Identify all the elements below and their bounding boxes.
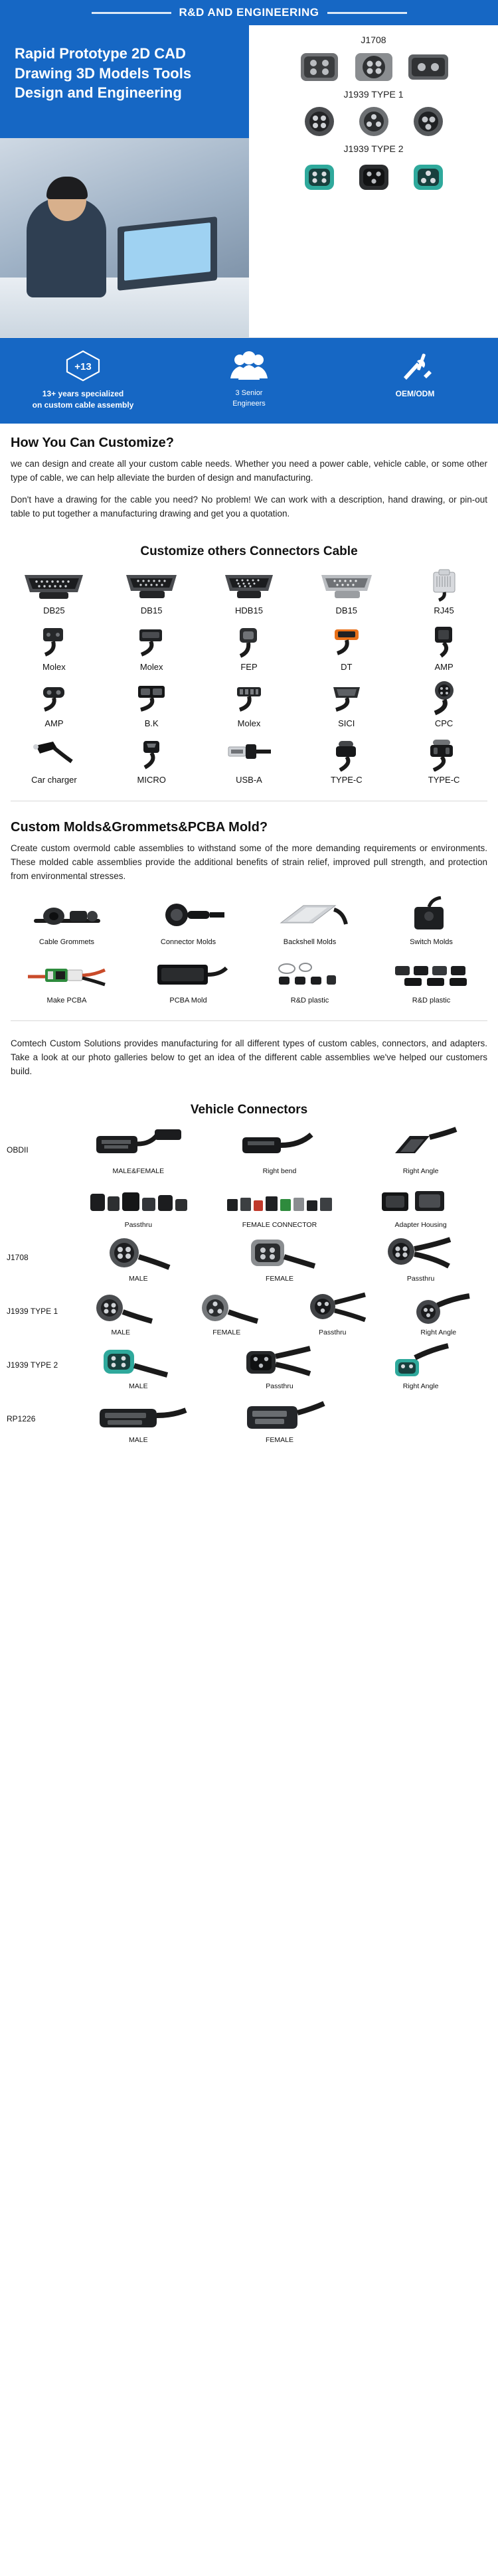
mold-caption: Connector Molds bbox=[160, 938, 216, 947]
j1939-type1-female-icon bbox=[174, 1285, 280, 1327]
molds-paragraph: Create custom overmold cable assemblies to withstand some of the more demanding requirements or environments. These molded cable assemblies provide the additional benefits of strain relief, improved pull strength, and protection from environmental stresses. bbox=[11, 843, 487, 882]
connector-caption: DB25 bbox=[43, 605, 65, 616]
customize-heading: How You Can Customize? bbox=[11, 435, 174, 450]
banner-title: R&D AND ENGINEERING bbox=[179, 6, 319, 19]
j1939-type2-connector-icon bbox=[295, 158, 343, 195]
vehicle-item-caption: FEMALE bbox=[212, 1328, 241, 1336]
connector-caption: USB-A bbox=[236, 775, 262, 785]
feature-years bbox=[0, 349, 166, 412]
hero-photo-person-hair bbox=[46, 177, 88, 199]
vehicle-row-items bbox=[68, 1178, 491, 1229]
connector-item[interactable] bbox=[7, 566, 102, 621]
vehicle-row-j1708 bbox=[7, 1232, 491, 1283]
vehicle-item[interactable] bbox=[209, 1393, 351, 1444]
j1939-type2-right-angle-icon bbox=[350, 1339, 491, 1380]
vehicle-item[interactable] bbox=[209, 1232, 351, 1283]
j1939-type1-connector-icon bbox=[404, 104, 452, 139]
connector-caption: MICRO bbox=[137, 775, 166, 785]
j1939-type2-male-icon bbox=[68, 1339, 209, 1380]
vehicle-item-caption: FEMALE bbox=[265, 1275, 293, 1283]
features-strip bbox=[0, 338, 498, 424]
grommet-icon bbox=[8, 894, 125, 937]
connector-caption: SICI bbox=[338, 718, 355, 729]
hero-connector-group-j1939-1 bbox=[256, 89, 491, 139]
vehicle-heading: Vehicle Connectors bbox=[190, 1103, 308, 1117]
hero-headline: Rapid Prototype 2D CAD Drawing 3D Models Tools Design and Engineering bbox=[15, 45, 192, 102]
customize-section bbox=[0, 424, 498, 533]
solutions-section bbox=[0, 1028, 498, 1091]
connector-item[interactable] bbox=[396, 566, 491, 621]
tools-icon bbox=[337, 349, 493, 383]
mold-caption: Make PCBA bbox=[46, 997, 87, 1005]
type-c-2-icon bbox=[396, 735, 491, 773]
connector-caption: FEP bbox=[240, 662, 258, 673]
mold-item[interactable] bbox=[251, 894, 369, 951]
hero-section bbox=[0, 25, 498, 338]
obd-male-female-icon bbox=[68, 1124, 209, 1165]
mold-item[interactable] bbox=[373, 953, 490, 1010]
vehicle-item[interactable] bbox=[350, 1178, 491, 1229]
feature-engineers-line1: 3 Senior bbox=[235, 389, 263, 397]
j1939-type2-connector-icon bbox=[350, 158, 398, 195]
vehicle-item-caption: MALE&FEMALE bbox=[112, 1167, 165, 1175]
vehicle-row-label: J1939 TYPE 1 bbox=[7, 1306, 58, 1316]
vehicle-row-items bbox=[68, 1232, 491, 1283]
j1939-type1-connector-icon bbox=[350, 104, 398, 139]
vehicle-item-caption: Right Angle bbox=[402, 1167, 439, 1175]
connector-item[interactable] bbox=[396, 735, 491, 790]
hero-right-panel bbox=[249, 25, 498, 337]
vehicle-item[interactable] bbox=[209, 1178, 351, 1229]
connector-item[interactable] bbox=[202, 566, 297, 621]
rd-plastic-icon bbox=[251, 953, 369, 995]
connector-item[interactable] bbox=[299, 679, 394, 734]
vehicle-item-caption: FEMALE CONNECTOR bbox=[242, 1221, 317, 1229]
connector-item[interactable] bbox=[299, 622, 394, 677]
db25-icon bbox=[7, 566, 102, 604]
vehicle-item[interactable] bbox=[68, 1232, 209, 1283]
others-connectors-grid bbox=[0, 566, 498, 794]
molds-heading: Custom Molds&Grommets&PCBA Mold? bbox=[11, 820, 268, 835]
vehicle-item[interactable] bbox=[68, 1393, 209, 1444]
fep-icon bbox=[202, 622, 297, 661]
banner-rule-left bbox=[92, 12, 171, 14]
vehicle-item-caption: MALE bbox=[129, 1275, 148, 1283]
vehicle-item-caption: Right Angle bbox=[420, 1328, 457, 1336]
connector-caption: Molex bbox=[139, 662, 163, 673]
molex-2-icon bbox=[104, 622, 199, 661]
hdb15-icon bbox=[202, 566, 297, 604]
obd-right-angle-icon bbox=[350, 1124, 491, 1165]
mold-caption: Switch Molds bbox=[410, 938, 453, 947]
db15-icon bbox=[104, 566, 199, 604]
connector-item[interactable] bbox=[104, 735, 199, 790]
vehicle-item-caption: MALE bbox=[129, 1436, 148, 1444]
vehicle-item[interactable] bbox=[209, 1124, 351, 1175]
connector-item[interactable] bbox=[7, 735, 102, 790]
mold-caption: Cable Grommets bbox=[39, 938, 95, 947]
molex-icon bbox=[7, 622, 102, 661]
connector-item[interactable] bbox=[396, 679, 491, 734]
others-connectors-section bbox=[0, 532, 498, 559]
mold-caption: Backshell Molds bbox=[283, 938, 337, 947]
feature-oem bbox=[332, 349, 498, 412]
adapter-housing-icon bbox=[350, 1178, 491, 1219]
hero-group-row bbox=[256, 49, 491, 85]
j1708-connector-icon bbox=[295, 49, 343, 85]
connector-mold-icon bbox=[129, 894, 247, 937]
vehicle-item[interactable] bbox=[350, 1232, 491, 1283]
connector-caption: Car charger bbox=[31, 775, 77, 785]
connector-item[interactable] bbox=[396, 622, 491, 677]
backshell-mold-icon bbox=[251, 894, 369, 937]
connector-caption: B.K bbox=[144, 718, 159, 729]
vehicle-row-items bbox=[68, 1339, 491, 1390]
engineers-icon bbox=[171, 349, 327, 383]
vehicle-item-caption: Adapter Housing bbox=[394, 1221, 447, 1229]
others-connectors-heading: Customize others Connectors Cable bbox=[140, 544, 358, 559]
hero-connector-group-j1708 bbox=[256, 35, 491, 85]
connector-caption: AMP bbox=[44, 718, 64, 729]
vehicle-item-caption: FEMALE bbox=[265, 1436, 293, 1444]
hero-connector-group-j1939-2 bbox=[256, 143, 491, 195]
connector-item[interactable] bbox=[7, 679, 102, 734]
amp-2-icon bbox=[7, 679, 102, 717]
j1939-type1-right-angle-icon bbox=[386, 1285, 492, 1327]
vehicle-row-label: OBDII bbox=[7, 1145, 29, 1155]
feature-years-line1: 13+ years specialized bbox=[42, 389, 124, 398]
j1939-type2-passthru-icon bbox=[209, 1339, 351, 1380]
connector-item[interactable] bbox=[104, 679, 199, 734]
vehicle-item-caption: Right Angle bbox=[402, 1382, 439, 1390]
customize-paragraph-1: we can design and create all your custom cable needs. Whether you need a power cable, vehicle cable, or some other type of cable, we can help alleviate the burden of design and manufacturing. bbox=[11, 458, 487, 483]
molds-section bbox=[0, 808, 498, 894]
vehicle-row-j1939-type2 bbox=[7, 1339, 491, 1390]
mold-item[interactable] bbox=[373, 894, 490, 951]
connector-caption: AMP bbox=[434, 662, 454, 673]
feature-oem-line1: OEM/ODM bbox=[395, 389, 435, 398]
j1708-connector-icon bbox=[350, 49, 398, 85]
connector-caption: Molex bbox=[237, 718, 261, 729]
vehicle-row-label: RP1226 bbox=[7, 1413, 36, 1423]
mold-item[interactable] bbox=[129, 894, 247, 951]
j1939-type1-passthru-icon bbox=[280, 1285, 386, 1327]
vehicle-row-obdii bbox=[7, 1124, 491, 1175]
badge-13-icon bbox=[5, 349, 161, 383]
vehicle-item[interactable] bbox=[174, 1285, 280, 1336]
vehicle-item[interactable] bbox=[68, 1178, 209, 1229]
customize-paragraph-2: Don't have a drawing for the cable you need? No problem! We can work with a description, hand drawing, or pin-out table to put together a manufacturing drawing and get you a quotation. bbox=[11, 494, 487, 519]
connector-item[interactable] bbox=[202, 622, 297, 677]
vehicle-section-header bbox=[0, 1091, 498, 1117]
rp1226-male-icon bbox=[68, 1393, 209, 1434]
mold-item[interactable] bbox=[129, 953, 247, 1010]
dt-orange-icon bbox=[299, 622, 394, 661]
connector-caption: HDB15 bbox=[235, 605, 263, 616]
connector-item[interactable] bbox=[104, 622, 199, 677]
feature-years-line2: on custom cable assembly bbox=[32, 400, 134, 410]
hero-photo-screen bbox=[124, 222, 210, 281]
car-charger-icon bbox=[7, 735, 102, 773]
connector-caption: RJ45 bbox=[434, 605, 454, 616]
mold-caption: R&D plastic bbox=[412, 997, 451, 1005]
connector-caption: DB15 bbox=[140, 605, 163, 616]
j1708-passthru-icon bbox=[350, 1232, 491, 1273]
j1708-female-icon bbox=[209, 1232, 351, 1273]
banner-rule-right bbox=[327, 12, 407, 14]
passthru-group-icon bbox=[68, 1178, 209, 1219]
feature-engineers-line2: Engineers bbox=[232, 399, 266, 408]
connector-item[interactable] bbox=[104, 566, 199, 621]
vehicle-item[interactable] bbox=[68, 1339, 209, 1390]
usb-a-icon bbox=[202, 735, 297, 773]
vehicle-item[interactable] bbox=[68, 1285, 174, 1336]
molex-3-icon bbox=[202, 679, 297, 717]
j1708-connector-icon bbox=[404, 49, 452, 85]
rp1226-female-icon bbox=[209, 1393, 351, 1434]
vehicle-item[interactable] bbox=[68, 1124, 209, 1175]
connector-caption: TYPE-C bbox=[428, 775, 460, 785]
switch-mold-icon bbox=[373, 894, 490, 937]
connector-caption: DB15 bbox=[335, 605, 358, 616]
vehicle-item-caption: MALE bbox=[129, 1382, 148, 1390]
vehicle-row-items bbox=[68, 1393, 491, 1444]
cpc-icon bbox=[396, 679, 491, 717]
connector-item[interactable] bbox=[202, 679, 297, 734]
connector-caption: TYPE-C bbox=[330, 775, 363, 785]
make-pcba-icon bbox=[8, 953, 125, 995]
vehicle-row-label: J1939 TYPE 2 bbox=[7, 1360, 58, 1370]
vehicle-row-j1939-type1 bbox=[7, 1285, 491, 1336]
obd-right-bend-icon bbox=[209, 1124, 351, 1165]
connector-item[interactable] bbox=[202, 735, 297, 790]
hero-photo bbox=[0, 138, 249, 337]
vehicle-item-caption: Passthru bbox=[406, 1275, 435, 1283]
mold-caption: R&D plastic bbox=[290, 997, 329, 1005]
vehicle-item[interactable] bbox=[280, 1285, 386, 1336]
hero-group-label: J1708 bbox=[361, 35, 386, 45]
vehicle-row-rp1226 bbox=[7, 1393, 491, 1444]
micro-usb-icon bbox=[104, 735, 199, 773]
vehicle-item[interactable] bbox=[386, 1285, 492, 1336]
hero-left-panel bbox=[0, 25, 249, 337]
j1939-type1-male-icon bbox=[68, 1285, 174, 1327]
vehicle-row-accessories bbox=[7, 1178, 491, 1229]
j1708-male-icon bbox=[68, 1232, 209, 1273]
hero-group-label: J1939 TYPE 2 bbox=[343, 143, 404, 154]
sici-icon bbox=[299, 679, 394, 717]
mold-item[interactable] bbox=[251, 953, 369, 1010]
vehicle-row-items bbox=[68, 1285, 491, 1336]
connector-caption: Molex bbox=[42, 662, 66, 673]
hero-group-row bbox=[256, 104, 491, 139]
type-c-icon bbox=[299, 735, 394, 773]
connector-caption: DT bbox=[341, 662, 353, 673]
connector-caption: CPC bbox=[434, 718, 454, 729]
connector-item[interactable] bbox=[299, 735, 394, 790]
mold-item[interactable] bbox=[8, 953, 125, 1010]
vehicle-item-caption: Passthru bbox=[266, 1382, 293, 1390]
hero-group-label: J1939 TYPE 1 bbox=[343, 89, 404, 100]
svg-text:+13: +13 bbox=[74, 361, 92, 372]
molds-grid bbox=[0, 894, 498, 1014]
vehicle-item-caption: Passthru bbox=[124, 1221, 153, 1229]
mold-caption: PCBA Mold bbox=[169, 997, 207, 1005]
vehicle-item[interactable] bbox=[350, 1339, 491, 1390]
hero-group-row bbox=[256, 158, 491, 195]
amp-icon bbox=[396, 622, 491, 661]
mold-item[interactable] bbox=[8, 894, 125, 951]
vehicle-item[interactable] bbox=[350, 1124, 491, 1175]
connector-item[interactable] bbox=[299, 566, 394, 621]
vehicle-row-label: J1708 bbox=[7, 1252, 29, 1262]
vehicle-item[interactable] bbox=[209, 1339, 351, 1390]
section-divider bbox=[11, 1020, 487, 1021]
connector-item[interactable] bbox=[7, 622, 102, 677]
rj45-icon bbox=[396, 566, 491, 604]
solutions-paragraph: Comtech Custom Solutions provides manufacturing for all different types of custom cables, connectors, and adapters. Take a look at our photo galleries below to get an idea of the different cable assemblies we've helped our customers build. bbox=[11, 1038, 487, 1077]
vehicle-item-caption: MALE bbox=[111, 1328, 131, 1336]
vehicle-item-caption: Right bend bbox=[262, 1167, 297, 1175]
vehicle-row-items bbox=[68, 1124, 491, 1175]
top-banner bbox=[0, 0, 498, 25]
pcba-mold-icon bbox=[129, 953, 247, 995]
feature-engineers bbox=[166, 349, 332, 412]
j1939-type1-connector-icon bbox=[295, 104, 343, 139]
bk-icon bbox=[104, 679, 199, 717]
vehicle-item-caption: Passthru bbox=[319, 1328, 347, 1336]
db15-grey-icon bbox=[299, 566, 394, 604]
female-connector-group-icon bbox=[209, 1178, 351, 1219]
vehicle-connectors-table bbox=[0, 1124, 498, 1452]
j1939-type2-connector-icon bbox=[404, 158, 452, 195]
rd-plastic-2-icon bbox=[373, 953, 490, 995]
